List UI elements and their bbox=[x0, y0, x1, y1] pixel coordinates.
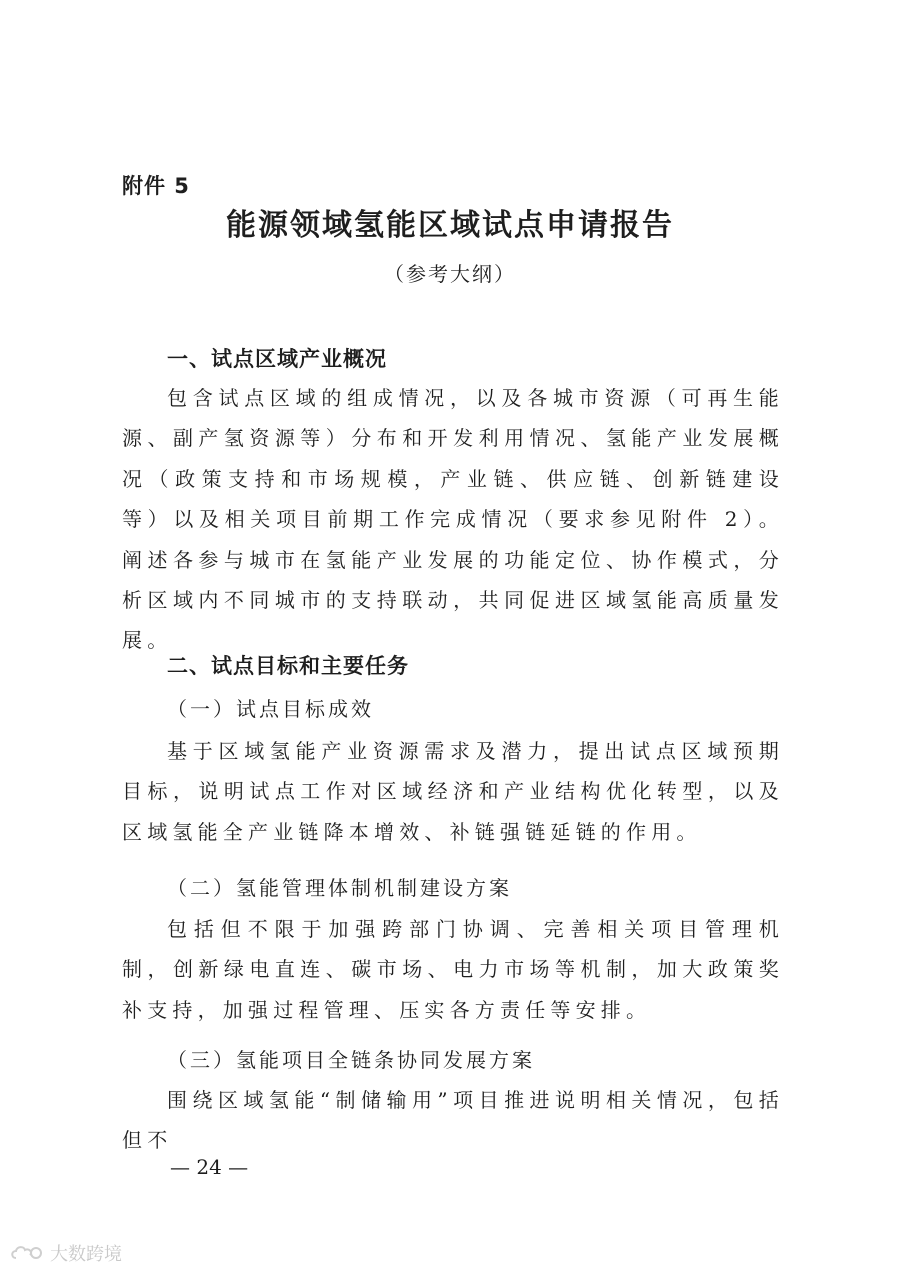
watermark bbox=[10, 1240, 122, 1266]
section2-heading: 二、试点目标和主要任务 bbox=[167, 654, 409, 678]
sub2-heading: （二）氢能管理体制机制建设方案 bbox=[167, 876, 512, 900]
document-subtitle: （参考大纲） bbox=[384, 262, 516, 286]
cloud-logo-icon bbox=[10, 1244, 44, 1262]
sub1-heading: （一）试点目标成效 bbox=[167, 697, 374, 721]
watermark-text: 大数跨境 bbox=[50, 1244, 122, 1265]
sub3-paragraph: 围绕区域氢能“制储输用”项目推进说明相关情况，包括但不 bbox=[122, 1088, 784, 1153]
sub1-paragraph: 基于区域氢能产业资源需求及潜力，提出试点区域预期目标，说明试点工作对区域经济和产业结构优化转型，以及区域氢能全产业链降本增效、补链强链延链的作用。 bbox=[122, 739, 784, 844]
page-number: — 24 — bbox=[170, 1155, 249, 1179]
section1-heading: 一、试点区域产业概况 bbox=[167, 347, 387, 371]
sub2-paragraph: 包括但不限于加强跨部门协调、完善相关项目管理机制，创新绿电直连、碳市场、电力市场等机制，加大政策奖补支持，加强过程管理、压实各方责任等安排。 bbox=[122, 917, 784, 1022]
sub3-heading: （三）氢能项目全链条协同发展方案 bbox=[167, 1048, 535, 1072]
document-title: 能源领域氢能区域试点申请报告 bbox=[226, 208, 674, 243]
attachment-label: 附件 5 bbox=[122, 174, 190, 198]
section1-paragraph: 包含试点区域的组成情况，以及各城市资源（可再生能源、副产氢资源等）分布和开发利用情况、氢能产业发展概况（政策支持和市场规模，产业链、供应链、创新链建设等）以及相关项目前期工作完成情况（要求参见附件 2）。阐述各参与城市在氢能产业发展的功能定位、协作模式，分析区域内不同城市的支持联动，共同促进区域氢能高质量发展。 bbox=[122, 386, 784, 653]
